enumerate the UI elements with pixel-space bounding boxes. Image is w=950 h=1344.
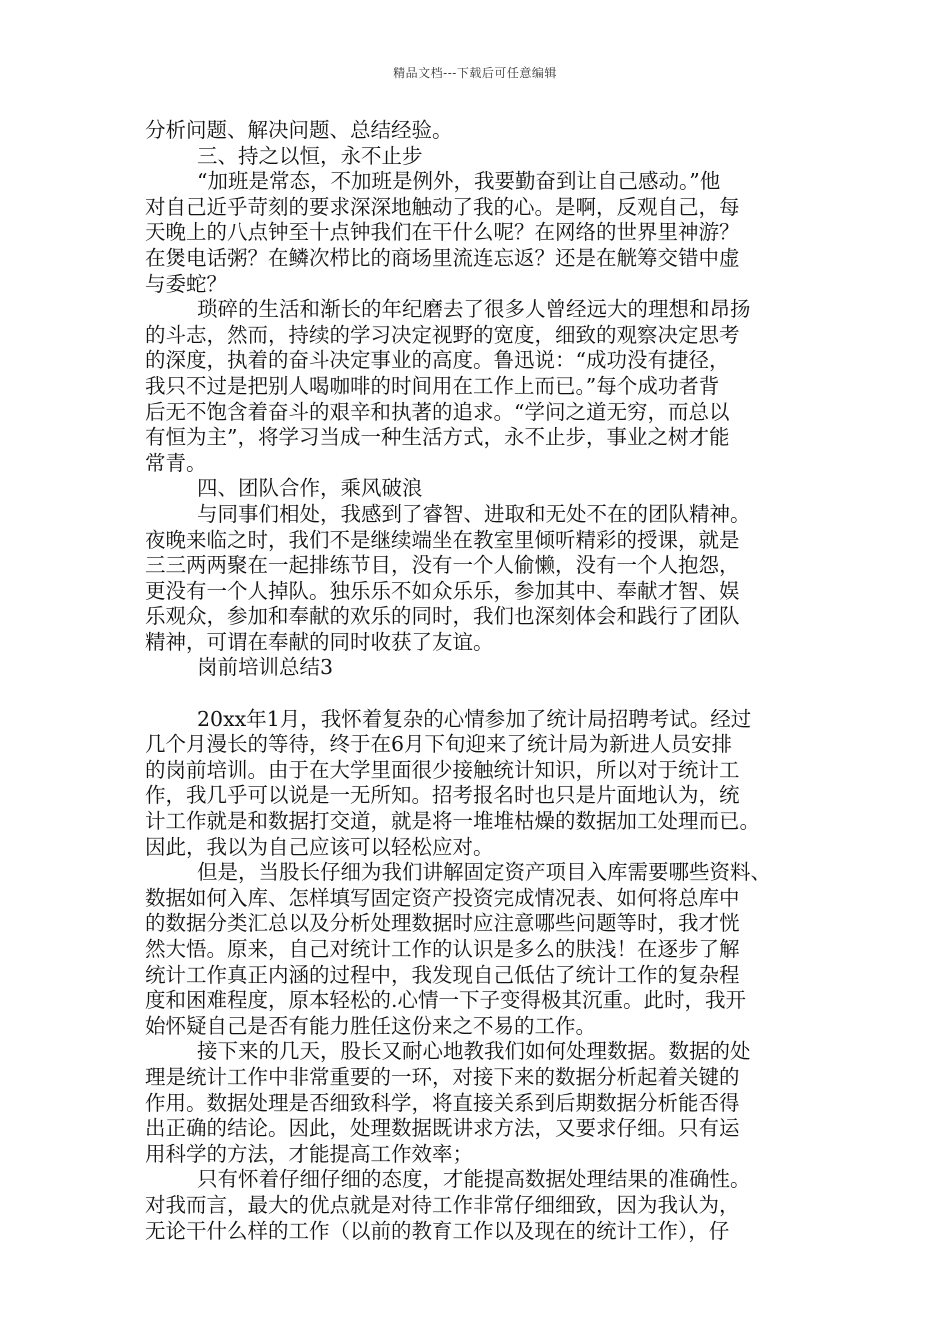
text-line: 精神，可谓在奉献的同时收获了友谊。: [145, 629, 494, 654]
text-line: 天晚上的八点钟至十点钟我们在干什么呢？在网络的世界里神游？: [145, 220, 740, 245]
text-line: 出正确的结论。因此，处理数据既讲求方法，又要求仔细。只有运: [145, 1116, 740, 1141]
text-line: 始怀疑自己是否有能力胜任这份来之不易的工作。: [145, 1013, 596, 1038]
text-line: 然大悟。原来，自己对统计工作的认识是多么的肤浅！在逐步了解: [145, 937, 740, 961]
text-line: 的岗前培训。由于在大学里面很少接触统计知识，所以对于统计工: [145, 757, 740, 782]
text-line: 与委蛇？: [145, 271, 227, 296]
text-line: 但是，当股长仔细为我们讲解固定资产项目入库需要哪些资料、: [197, 860, 771, 885]
text-line: 乐观众，参加和奉献的欢乐的同时，我们也深刻体会和践行了团队: [145, 604, 740, 629]
text-line: 作用。数据处理是否细致科学，将直接关系到后期数据分析能否得: [145, 1090, 740, 1115]
text-line: 几个月漫长的等待，终于在6月下旬迎来了统计局为新进人员安排: [145, 732, 733, 757]
text-line: 数据如何入库、怎样填写固定资产投资完成情况表、如何将总库中: [145, 885, 740, 910]
text-line: 分析问题、解决问题、总结经验。: [145, 118, 453, 142]
text-line: 琐碎的生活和渐长的年纪磨去了很多人曾经远大的理想和昂扬: [197, 297, 751, 322]
text-line: 度和困难程度，原本轻松的.心情一下子变得极其沉重。此时，我开: [145, 988, 747, 1013]
text-line: 常青。: [145, 450, 207, 475]
text-line: 后无不饱含着奋斗的艰辛和执著的追求。“学问之道无穷，而总以: [145, 399, 730, 424]
text-line: 我只不过是把别人喝咖啡的时间用在工作上而已。”每个成功者背: [145, 373, 720, 398]
text-line: 在煲电话粥？在鳞次栉比的商场里流连忘返？还是在觥筹交错中虚: [145, 245, 740, 270]
text-line: 接下来的几天，股长又耐心地教我们如何处理数据。数据的处: [197, 1039, 751, 1064]
text-line: 有恒为主”，将学习当成一种生活方式，永不止步，事业之树才能: [145, 425, 730, 450]
text-line: 对我而言，最大的优点就是对待工作非常仔细细致，因为我认为，: [145, 1192, 740, 1217]
text-line: 用科学的方法，才能提高工作效率；: [145, 1141, 473, 1166]
text-line: 岗前培训总结3: [197, 655, 334, 680]
text-line: 四、团队合作，乘风破浪: [197, 476, 423, 501]
text-line: “加班是常态，不加班是例外，我要勤奋到让自己感动。”他: [197, 169, 721, 194]
text-line: 更没有一个人掉队。独乐乐不如众乐乐，参加其中、奉献才智、娱: [145, 578, 740, 603]
text-line: [145, 681, 815, 707]
text-line: 只有怀着仔细仔细的态度，才能提高数据处理结果的准确性。: [197, 1167, 751, 1192]
text-line: 的数据分类汇总以及分析处理数据时应注意哪些问题等时，我才恍: [145, 911, 740, 936]
text-line: 的斗志，然而，持续的学习决定视野的宽度，细致的观察决定思考: [145, 322, 740, 347]
text-line: 的深度，执着的奋斗决定事业的高度。鲁迅说：“成功没有捷径，: [145, 348, 730, 373]
text-line: 理是统计工作中非常重要的一环，对接下来的数据分析起着关键的: [145, 1064, 740, 1089]
text-line: 三三两两聚在一起排练节目，没有一个人偷懒，没有一个人抱怨，: [145, 553, 740, 578]
text-line: 无论干什么样的工作（以前的教育工作以及现在的统计工作），仔: [145, 1218, 730, 1243]
text-line: 因此，我以为自己应该可以轻松应对。: [145, 834, 494, 859]
text-line: 作，我几乎可以说是一无所知。招考报名时也只是片面地认为，统: [145, 783, 740, 808]
text-line: 对自己近乎苛刻的要求深深地触动了我的心。是啊，反观自己，每: [145, 194, 740, 219]
document-body: [145, 118, 815, 1244]
text-line: 统计工作真正内涵的过程中，我发现自己低估了统计工作的复杂程: [145, 962, 740, 987]
text-line: 三、持之以恒，永不止步: [197, 143, 423, 168]
text-line: 与同事们相处，我感到了睿智、进取和无处不在的团队精神。: [197, 501, 751, 526]
page-header: 精品文档---下载后可任意编辑: [393, 66, 557, 80]
text-line: 20xx年1月，我怀着复杂的心情参加了统计局招聘考试。经过: [197, 706, 752, 731]
text-line: 夜晚来临之时，我们不是继续端坐在教室里倾听精彩的授课，就是: [145, 527, 740, 552]
text-line: 计工作就是和数据打交道，就是将一堆堆枯燥的数据加工处理而已。: [145, 809, 760, 834]
